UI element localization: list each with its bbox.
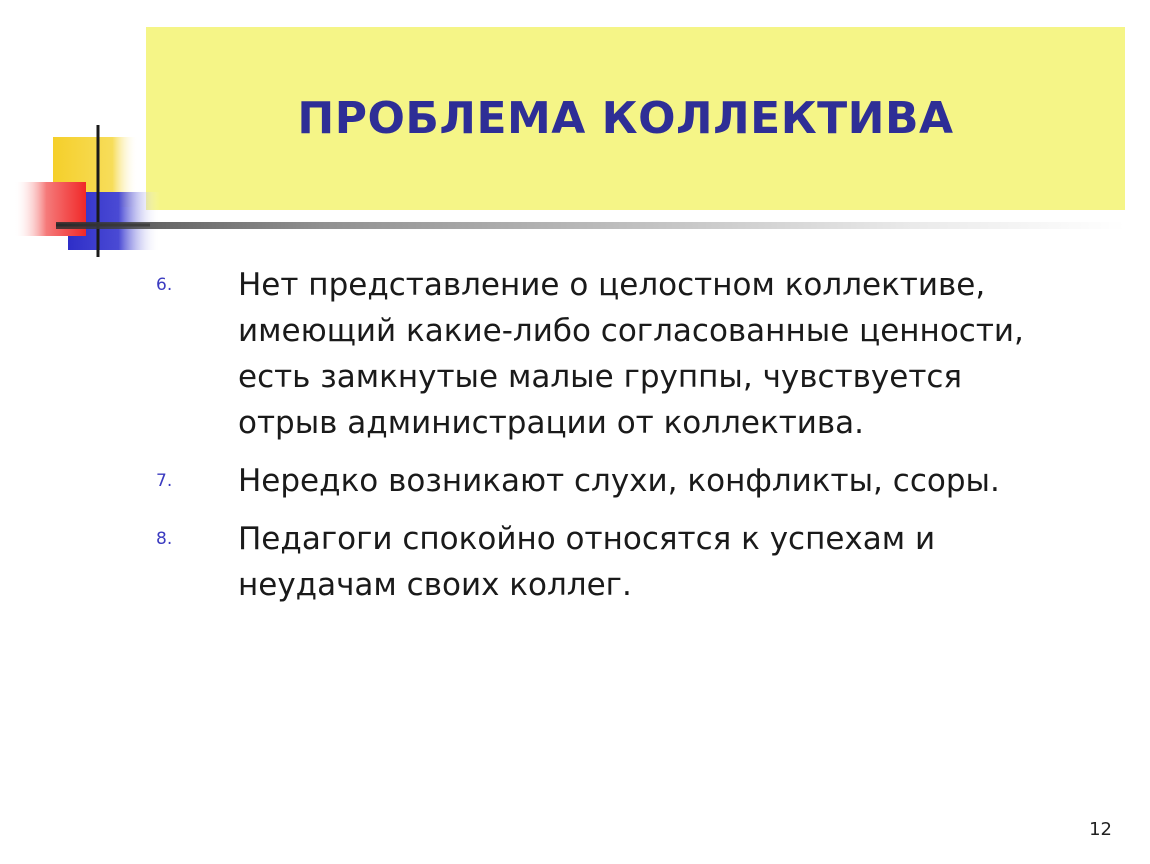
bullet-number: 8. <box>156 529 173 549</box>
slide-title: ПРОБЛЕМА КОЛЛЕКТИВА <box>297 93 954 144</box>
bullet-number: 7. <box>156 471 173 491</box>
corner-decoration <box>0 120 170 270</box>
bullet-list <box>156 262 1096 620</box>
list-item <box>156 516 1096 608</box>
page-number: 12 <box>1089 819 1112 840</box>
bullet-text: Нередко возникают слухи, конфликты, ссоры. <box>238 463 1000 499</box>
bullet-text: Нет представление о целостном коллективе, имеющий какие-либо согласованные ценности, есть замкнутые малые группы, чувствуется отрыв администрации от коллектива. <box>238 267 1024 441</box>
bullet-text: Педагоги спокойно относятся к успехам и неудачам своих коллег. <box>238 521 936 603</box>
list-item <box>156 262 1096 446</box>
title-divider <box>56 222 1125 229</box>
list-item <box>156 458 1096 504</box>
bullet-number: 6. <box>156 275 173 295</box>
